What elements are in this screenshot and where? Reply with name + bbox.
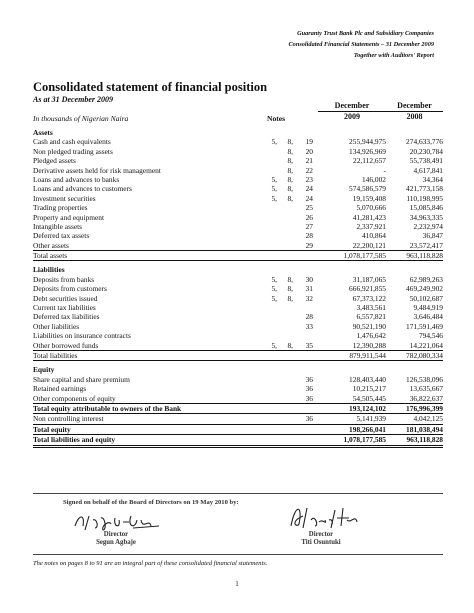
table-row (33, 175, 443, 184)
note-ref: 20 (305, 146, 313, 156)
value-2009: 134,926,969 (349, 146, 386, 156)
note-ref: 5, (271, 274, 277, 284)
note-ref: 35 (305, 340, 313, 350)
total-row (33, 251, 443, 261)
note-ref: 23 (305, 174, 313, 184)
table-row (33, 166, 443, 175)
value-2009: 12,390,288 (352, 340, 386, 350)
value-2009: 41,281,423 (352, 212, 386, 222)
note-ref: 8, (287, 165, 293, 175)
row-label: Other assets (33, 240, 69, 250)
value-2008: 469,249,902 (406, 284, 443, 294)
row-label: Loans and advances to banks (33, 174, 120, 184)
table-row (33, 231, 443, 240)
row-label: Total equity (33, 424, 71, 434)
value-2008: 4,617,841 (413, 165, 443, 175)
row-label: Deposits from banks (33, 274, 95, 284)
value-2008: 421,773,158 (406, 184, 443, 194)
row-label: Intangible assets (33, 221, 83, 231)
value-2009: 879,911,544 (349, 350, 386, 360)
table-row (33, 394, 443, 404)
value-2008: 14,221,064 (409, 340, 443, 350)
row-label: Retained earnings (33, 384, 87, 394)
note-ref: 24 (305, 184, 313, 194)
note-ref: 28 (305, 231, 313, 241)
note-ref: 8, (287, 193, 293, 203)
value-2008: 794,546 (418, 331, 443, 341)
column-header-2009: December 2009 (318, 101, 386, 122)
value-2008: 963,118,828 (406, 435, 443, 445)
signatory-2-name: Titi Osuntuki (301, 539, 341, 546)
row-label: Non controlling interest (33, 414, 104, 424)
row-label: Trading properties (33, 203, 88, 213)
note-ref: 8, (287, 274, 293, 284)
value-2009: 1,078,177,585 (343, 435, 386, 445)
row-label: Deposits from customers (33, 284, 107, 294)
notes-header: Notes (267, 114, 286, 123)
value-2009: 193,124,102 (349, 403, 386, 413)
value-2009: 1,476,642 (356, 331, 386, 341)
financial-position-table (33, 128, 443, 448)
note-ref: 36 (305, 374, 313, 384)
row-label: Loans and advances to customers (33, 184, 132, 194)
value-2008: 963,118,828 (406, 251, 443, 261)
value-2009: 5,141,939 (356, 414, 386, 424)
note-ref: 8, (287, 284, 293, 294)
section-heading (33, 365, 443, 374)
table-row (33, 375, 443, 384)
note-ref: 5, (271, 137, 277, 147)
table-row (33, 284, 443, 293)
note-ref: 21 (305, 156, 313, 166)
header-auditors: Together with Auditors' Report (353, 52, 434, 59)
header-statements: Consolidated Financial Statements – 31 December 2009 (288, 41, 434, 48)
row-label: Current tax liabilities (33, 303, 96, 313)
table-row (33, 156, 443, 165)
value-2009: 54,505,445 (352, 393, 386, 403)
row-label: Total liabilities and equity (33, 435, 116, 445)
grand-total-row (33, 435, 443, 447)
value-2009: 31,187,065 (352, 274, 386, 284)
value-2009: 410,864 (361, 231, 386, 241)
units-label: In thousands of Nigerian Naira (33, 114, 129, 123)
page-title: Consolidated statement of financial position (33, 80, 268, 94)
value-2008: 176,996,399 (406, 403, 443, 413)
value-2009: 128,403,440 (349, 374, 386, 384)
note-ref: 31 (305, 284, 313, 294)
note-ref: 24 (305, 193, 313, 203)
row-label: Debt securities issued (33, 293, 98, 303)
table-row (33, 384, 443, 393)
row-label: Cash and cash equivalents (33, 137, 111, 147)
section-heading (33, 128, 443, 137)
table-row (33, 312, 443, 321)
value-2009: 6,557,821 (356, 312, 386, 322)
signatory-2-role: Director (308, 531, 334, 538)
note-ref: 36 (305, 414, 313, 424)
note-ref: 5, (271, 284, 277, 294)
section-title: Liabilities (33, 265, 65, 275)
value-2008: 126,538,096 (406, 374, 443, 384)
section-title: Assets (33, 128, 53, 137)
note-ref: 8, (287, 184, 293, 194)
value-2008: 4,042,125 (413, 414, 443, 424)
note-ref: 36 (305, 384, 313, 394)
table-row (33, 184, 443, 193)
value-2009: 574,586,579 (349, 184, 386, 194)
table-row (33, 303, 443, 312)
note-ref: 8, (287, 293, 293, 303)
table-row (33, 294, 443, 303)
value-2009: 198,266,041 (349, 424, 386, 434)
value-2009: 666,921,855 (349, 284, 386, 294)
note-ref: 5, (271, 293, 277, 303)
row-label: Investment securities (33, 193, 96, 203)
value-2009: 22,112,657 (353, 156, 386, 166)
row-label: Share capital and share premium (33, 374, 130, 384)
footnote: The notes on pages 8 to 91 are an integral part of these consolidated financial statements. (33, 560, 268, 567)
note-ref: 8, (287, 156, 293, 166)
value-2008: 274,633,776 (406, 137, 443, 147)
note-ref: 28 (305, 312, 313, 322)
value-2008: 181,038,494 (406, 424, 443, 434)
value-2009: 2,337,921 (356, 221, 386, 231)
note-ref: 8, (287, 137, 293, 147)
note-ref: 33 (305, 321, 313, 331)
table-row (33, 213, 443, 222)
value-2008: 34,364 (422, 174, 443, 184)
row-label: Other liabilities (33, 321, 80, 331)
total-row (33, 351, 443, 361)
note-ref: 5, (271, 340, 277, 350)
value-2008: 62,989,263 (409, 274, 443, 284)
note-ref: 27 (305, 221, 313, 231)
value-2008: 23,572,417 (409, 240, 443, 250)
value-2008: 13,635,667 (409, 384, 443, 394)
value-2008: 36,847 (422, 231, 443, 241)
note-ref: 5, (271, 184, 277, 194)
value-2008: 171,591,469 (406, 321, 443, 331)
value-2009: 3,483,561 (356, 303, 386, 313)
value-2008: 782,080,334 (406, 350, 443, 360)
row-label: Total equity attributable to owners of the Bank (33, 403, 182, 413)
note-ref: 32 (305, 293, 313, 303)
row-label: Pledged assets (33, 156, 76, 166)
column-header-2008: December 2008 (386, 101, 443, 122)
note-ref: 26 (305, 212, 313, 222)
total-row (33, 425, 443, 435)
value-2009: 146,002 (361, 174, 386, 184)
value-2009: 19,159,408 (352, 193, 386, 203)
value-2008: 50,102,687 (409, 293, 443, 303)
value-2008: 110,198,995 (406, 193, 443, 203)
table-row (33, 341, 443, 351)
row-label: Derivative assets held for risk management (33, 165, 161, 175)
note-ref: 8, (287, 146, 293, 156)
table-row (33, 331, 443, 340)
note-ref: 19 (305, 137, 313, 147)
row-label: Liabilities on insurance contracts (33, 331, 131, 341)
value-2009: 67,373,122 (352, 293, 386, 303)
value-2008: 55,738,491 (409, 156, 443, 166)
row-label: Other borrowed funds (33, 340, 99, 350)
table-row (33, 203, 443, 212)
value-2008: 9,484,919 (413, 303, 443, 313)
value-2008: 20,230,784 (409, 146, 443, 156)
value-2009: 5,070,666 (356, 203, 386, 213)
table-row (33, 194, 443, 203)
header-company: Guaranty Trust Bank Plc and Subsidiary Companies (297, 30, 434, 37)
row-label: Deferred tax assets (33, 231, 90, 241)
row-label: Property and equipment (33, 212, 105, 222)
section-heading (33, 265, 443, 274)
value-2009: 90,521,190 (352, 321, 386, 331)
row-label: Other components of equity (33, 393, 116, 403)
note-ref: 5, (271, 174, 277, 184)
value-2008: 2,232,974 (413, 221, 443, 231)
value-2009: 1,078,177,585 (343, 251, 386, 261)
table-row (33, 275, 443, 284)
value-2009: - (383, 165, 386, 175)
signatory-1-role: Director (103, 531, 129, 538)
note-ref: 22 (305, 165, 313, 175)
value-2008: 36,822,637 (409, 393, 443, 403)
table-row (33, 147, 443, 156)
page-subtitle: As at 31 December 2009 (33, 95, 113, 104)
table-row (33, 222, 443, 231)
page-number: 1 (235, 580, 239, 588)
value-2009: 22,200,121 (352, 240, 386, 250)
units-row (33, 114, 443, 124)
row-label: Deferred tax liabilities (33, 312, 100, 322)
row-label: Non pledged trading assets (33, 146, 113, 156)
row-label: Total assets (33, 251, 68, 261)
table-row (33, 241, 443, 251)
note-ref: 8, (287, 174, 293, 184)
row-label: Total liabilities (33, 350, 78, 360)
value-2009: 10,215,217 (352, 384, 386, 394)
note-ref: 36 (305, 393, 313, 403)
document-header (288, 28, 434, 61)
value-2008: 15,085,846 (409, 203, 443, 213)
signature-block (33, 493, 443, 555)
value-2008: 3,646,484 (413, 312, 443, 322)
value-2009: 255,944,975 (349, 137, 386, 147)
table-row (33, 137, 443, 146)
note-ref: 5, (271, 193, 277, 203)
note-ref: 29 (305, 240, 313, 250)
signatory-1-name: Segun Agbaje (96, 539, 136, 546)
note-ref: 8, (287, 340, 293, 350)
note-ref: 25 (305, 203, 313, 213)
signature-2-image (281, 500, 361, 532)
table-row (33, 322, 443, 331)
signature-statement: Signed on behalf of the Board of Directors on 19 May 2010 by: (63, 499, 239, 506)
section-title: Equity (33, 365, 55, 375)
table-row (33, 414, 443, 424)
value-2008: 34,963,335 (409, 212, 443, 222)
total-row (33, 404, 443, 414)
note-ref: 30 (305, 274, 313, 284)
